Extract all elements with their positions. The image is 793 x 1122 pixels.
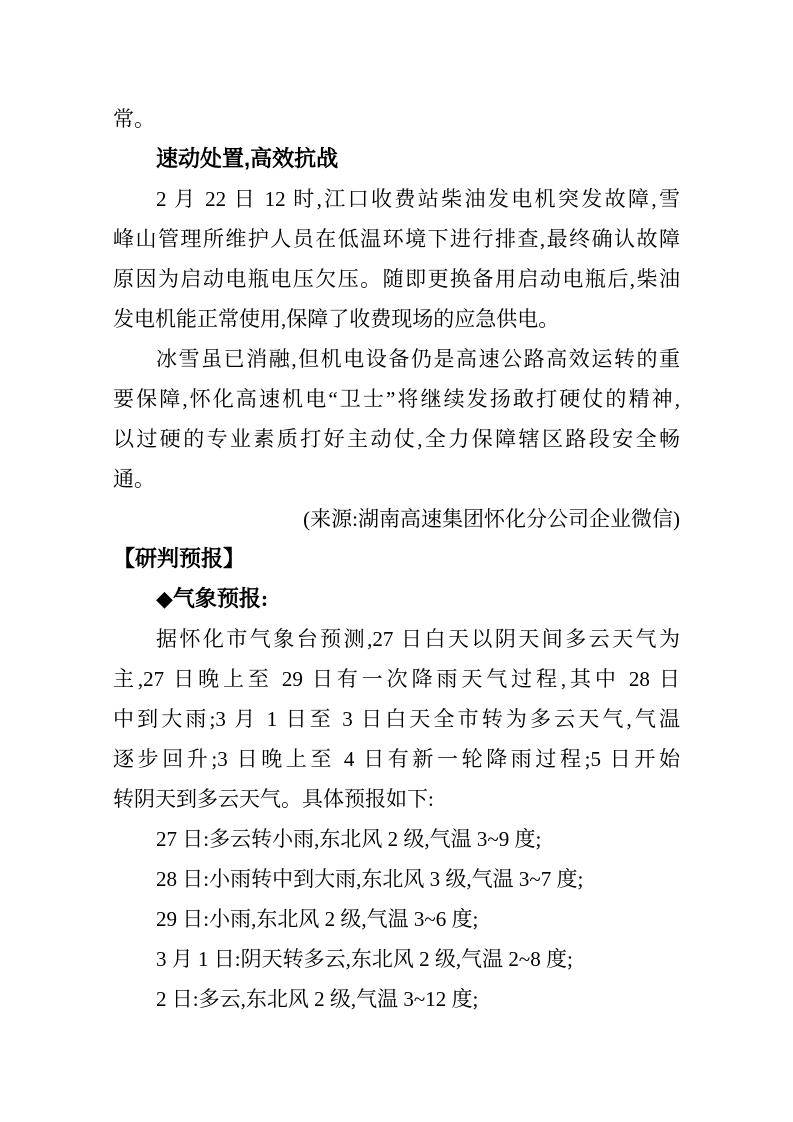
paragraph-line: 以过硬的专业素质打好主动仗,全力保障辖区路段安全畅 xyxy=(113,427,680,451)
paragraph-line: 主,27 日晚上至 29 日有一次降雨天气过程,其中 28 日 xyxy=(113,667,680,691)
forecast-item-day28: 28 日:小雨转中到大雨,东北风 3 级,气温 3~7 度; xyxy=(156,867,584,891)
forecast-item-mar1: 3 月 1 日:阴天转多云,东北风 2 级,气温 2~8 度; xyxy=(156,947,573,971)
paragraph-line: 要保障,怀化高速机电“卫士”将继续发扬敢打硬仗的精神, xyxy=(113,387,680,411)
forecast-item-day27: 27 日:多云转小雨,东北风 2 级,气温 3~9 度; xyxy=(156,827,542,851)
paragraph-line: 逐步回升;3 日晚上至 4 日有新一轮降雨过程;5 日开始 xyxy=(113,747,680,771)
paragraph-line: 中到大雨;3 月 1 日至 3 日白天全市转为多云天气,气温 xyxy=(113,707,680,731)
subsection-title: 速动处置,高效抗战 xyxy=(156,146,339,171)
paragraph-line: 原因为启动电瓶电压欠压。随即更换备用启动电瓶后,柴油 xyxy=(113,267,680,291)
paragraph-continuation: 常。 xyxy=(113,107,155,131)
forecast-item-mar2: 2 日:多云,东北风 2 级,气温 3~12 度; xyxy=(156,987,479,1011)
paragraph-line: 冰雪虽已消融,但机电设备仍是高速公路高效运转的重 xyxy=(156,347,680,371)
paragraph-line: 发电机能正常使用,保障了收费现场的应急供电。 xyxy=(113,307,560,331)
section-title-research-forecast: 【研判预报】 xyxy=(113,546,246,571)
paragraph-line: 据怀化市气象台预测,27 日白天以阴天间多云天气为 xyxy=(156,627,680,651)
paragraph-line: 转阴天到多云天气。具体预报如下: xyxy=(113,787,434,811)
paragraph-line: 峰山管理所维护人员在低温环境下进行排查,最终确认故障 xyxy=(113,227,680,251)
source-attribution: (来源:湖南高速集团怀化分公司企业微信) xyxy=(303,507,680,531)
forecast-item-day29: 29 日:小雨,东北风 2 级,气温 3~6 度; xyxy=(156,907,479,931)
weather-forecast-heading: ◆气象预报: xyxy=(156,586,269,611)
paragraph-line: 通。 xyxy=(113,467,155,491)
paragraph-line: 2 月 22 日 12 时,江口收费站柴油发电机突发故障,雪 xyxy=(156,187,680,211)
